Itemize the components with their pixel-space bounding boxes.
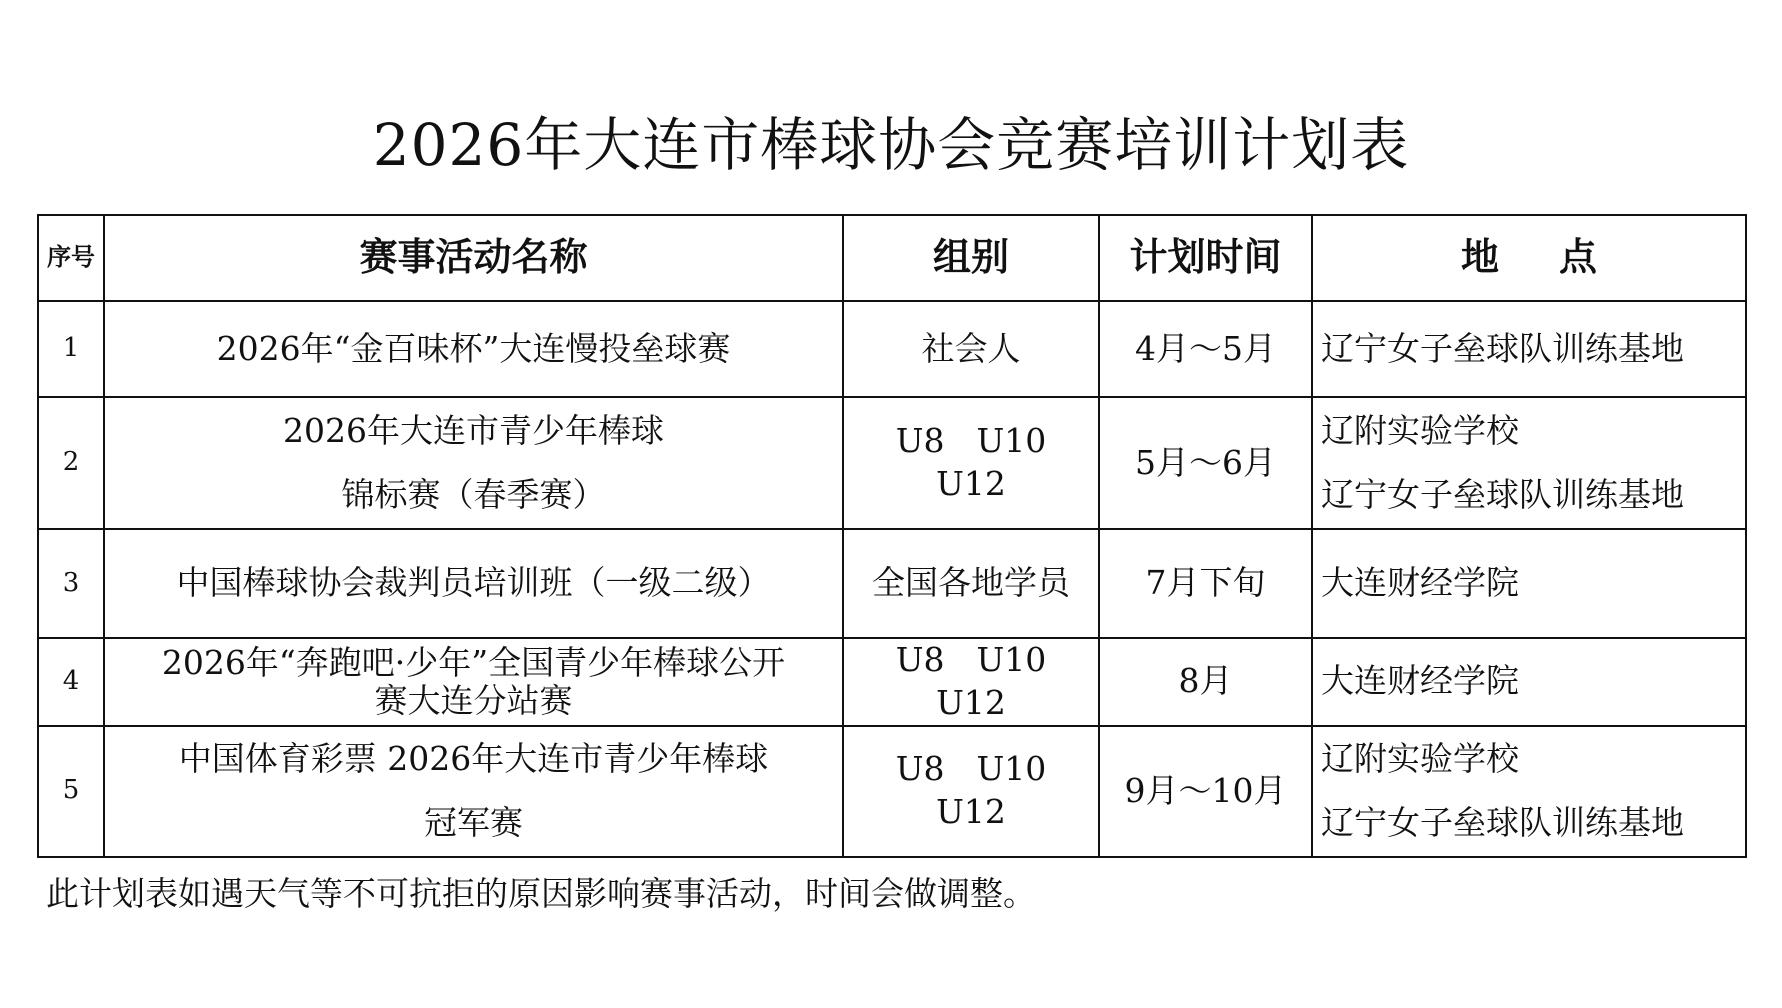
venue-line: 大连财经学院 [1321, 563, 1519, 603]
group-label: U10 [976, 421, 1047, 461]
header-seq: 序号 [38, 215, 104, 301]
event-name-line: 2026年“奔跑吧·少年”全国青少年棒球公开 [161, 642, 786, 682]
cell-group [843, 301, 1099, 397]
header-venue-char-2: 点 [1559, 235, 1598, 280]
header-event-name: 赛事活动名称 [104, 215, 843, 301]
group-label: U8 [895, 640, 945, 679]
group-label: U10 [976, 749, 1047, 789]
cell-seq: 2 [38, 397, 104, 529]
cell-time: 4月～5月 [1099, 301, 1312, 397]
table-row [38, 397, 1746, 529]
cell-time: 7月下旬 [1099, 529, 1312, 638]
group-label: U10 [976, 640, 1047, 679]
cell-time: 9月～10月 [1099, 726, 1312, 857]
cell-event-name [104, 301, 843, 397]
page-title: 2026年大连市棒球协会竞赛培训计划表 [372, 111, 1410, 179]
venue-line: 辽宁女子垒球队训练基地 [1321, 475, 1684, 514]
venue-line: 辽附实验学校 [1321, 738, 1519, 778]
venue-line: 辽宁女子垒球队训练基地 [1321, 328, 1684, 368]
cell-event-name [104, 397, 843, 529]
cell-event-name [104, 726, 843, 857]
event-name-line: 中国棒球协会裁判员培训班（一级二级） [176, 563, 771, 603]
cell-seq: 3 [38, 529, 104, 638]
header-group: 组别 [843, 215, 1099, 301]
cell-seq: 4 [38, 638, 104, 726]
table-row [38, 529, 1746, 638]
event-name-line: 锦标赛（春季赛） [341, 475, 606, 514]
footnote: 此计划表如遇天气等不可抗拒的原因影响赛事活动，时间会做调整。 [46, 874, 1036, 913]
header-venue-char-1: 地 [1460, 235, 1499, 280]
header-venue [1312, 215, 1746, 301]
cell-venue [1312, 529, 1746, 638]
cell-event-name [104, 529, 843, 638]
table-header-row [38, 215, 1746, 301]
cell-group [843, 397, 1099, 529]
group-label: 社会人 [921, 328, 1021, 368]
header-time: 计划时间 [1099, 215, 1312, 301]
cell-group [843, 529, 1099, 638]
event-name-line: 2026年“金百味杯”大连慢投垒球赛 [216, 328, 731, 368]
group-label: U12 [936, 464, 1006, 503]
event-name-line: 冠军赛 [424, 803, 523, 843]
cell-group [843, 638, 1099, 726]
table-row [38, 301, 1746, 397]
group-label: 全国各地学员 [872, 563, 1070, 603]
event-name-line: 赛大连分站赛 [374, 680, 573, 720]
table-row [38, 638, 1746, 726]
cell-seq: 5 [38, 726, 104, 857]
cell-time: 8月 [1099, 638, 1312, 726]
venue-line: 辽附实验学校 [1321, 410, 1519, 450]
venue-line: 辽宁女子垒球队训练基地 [1321, 803, 1684, 843]
venue-line: 大连财经学院 [1321, 661, 1519, 701]
group-label: U8 [895, 749, 945, 789]
group-label: U8 [895, 421, 945, 461]
cell-time: 5月～6月 [1099, 397, 1312, 529]
plan-table [37, 214, 1747, 858]
table-row [38, 726, 1746, 857]
cell-seq: 1 [38, 301, 104, 397]
cell-venue [1312, 726, 1746, 857]
cell-venue [1312, 638, 1746, 726]
event-name-line: 中国体育彩票 2026年大连市青少年棒球 [178, 738, 769, 778]
group-label: U12 [936, 792, 1006, 832]
cell-group [843, 726, 1099, 857]
cell-venue [1312, 397, 1746, 529]
event-name-line: 2026年大连市青少年棒球 [283, 410, 664, 450]
cell-venue [1312, 301, 1746, 397]
group-label: U12 [936, 682, 1006, 722]
cell-event-name [104, 638, 843, 726]
